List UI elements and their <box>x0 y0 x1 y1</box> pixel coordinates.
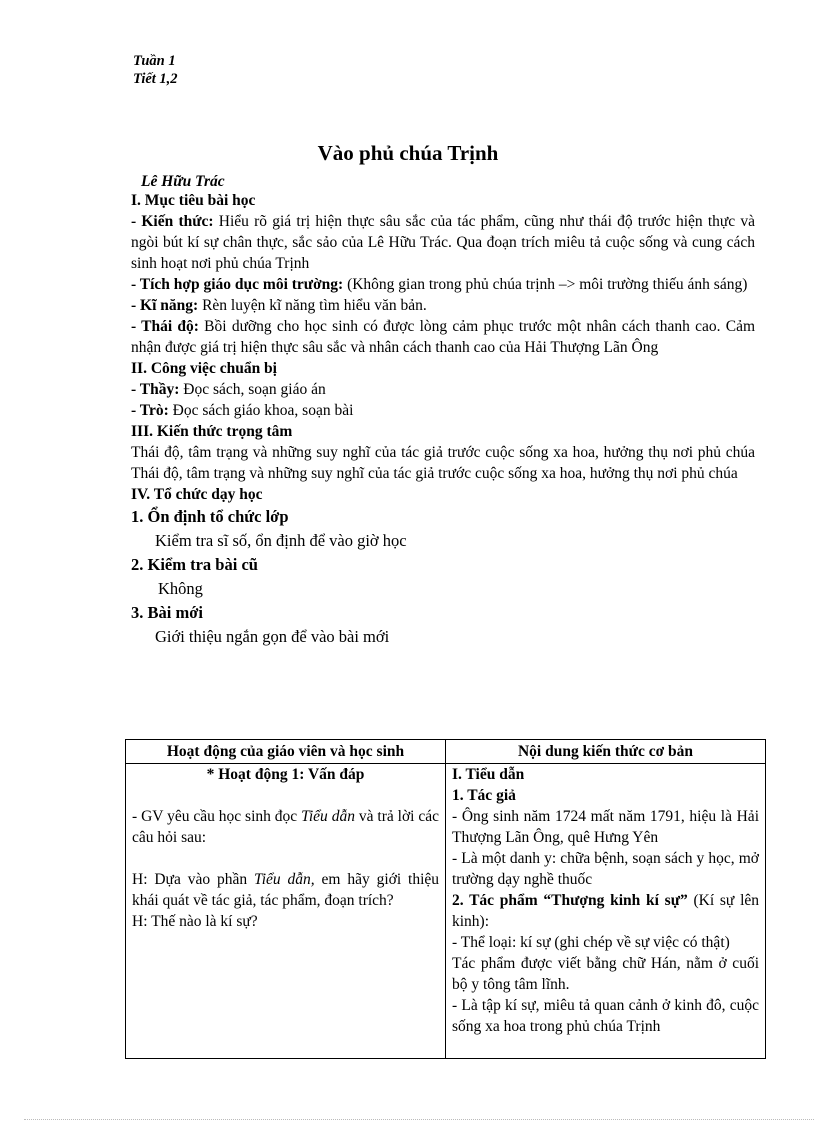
attitude-text: Bồi dưỡng cho học sinh có được lòng cảm phục trước một nhân cách thanh cao. Cảm nhận được giá trị hiện thực sâu sắc và nhân cách thanh cao của Hải Thượng Lãn Ông <box>131 318 756 356</box>
intro-heading: I. Tiểu dẫn <box>452 766 525 783</box>
lesson-meta <box>133 52 178 88</box>
step3-text: Giới thiệu ngắn gọn để vào bài mới <box>155 627 390 646</box>
teacher-label: - Thầy: <box>131 381 180 398</box>
col-content-header: Nội dung kiến thức cơ bản <box>446 740 766 764</box>
teacher-text: Đọc sách, soạn giáo án <box>179 381 326 398</box>
environment-paragraph <box>131 274 755 295</box>
request-text: - GV yêu cầu học sinh đọc <box>132 808 302 825</box>
preparation-heading: II. Công việc chuẩn bị <box>131 360 277 377</box>
step1-heading: 1. Ổn định tổ chức lớp <box>131 507 289 526</box>
work-language: Tác phẩm được viết bằng chữ Hán, nằm ở cuối bộ y tông tâm lĩnh. <box>452 955 759 993</box>
step2-text: Không <box>158 579 203 598</box>
skill-paragraph <box>131 295 755 316</box>
page-title: Vào phủ chúa Trịnh <box>317 141 499 165</box>
knowledge-paragraph <box>131 211 755 274</box>
knowledge-label: - Kiến thức: <box>131 213 214 230</box>
student-label: - Trò: <box>131 402 169 419</box>
step1-text: Kiểm tra sĩ số, ổn định để vào giờ học <box>155 531 407 550</box>
lesson-table <box>125 739 766 1059</box>
question-1-text-end: em hãy giới thiệu khái quát về tác giả, tác phẩm, đoạn trích? <box>132 871 440 909</box>
skill-text: Rèn luyện kĩ năng tìm hiểu văn bản. <box>198 297 427 314</box>
teacher-paragraph <box>131 379 755 400</box>
author-name: Lê Hữu Trác <box>141 173 225 190</box>
question-2: H: Thế nào là kí sự? <box>132 913 258 930</box>
environment-label: - Tích hợp giáo dục môi trường: <box>131 276 344 293</box>
author-subheading: 1. Tác giả <box>452 787 516 804</box>
objectives-heading: I. Mục tiêu bài học <box>131 192 256 209</box>
request-text-end: và trả lời các câu hỏi sau: <box>132 808 439 846</box>
environment-text: (Không gian trong phủ chúa trịnh –> môi trường thiếu ánh sáng) <box>343 276 748 293</box>
teacher-request <box>132 806 439 848</box>
knowledge-text: Hiểu rõ giá trị hiện thực sâu sắc của tác phẩm, cũng như thái độ trước hiện thực và ngòi bút kí sự chân thực, sắc sảo của Lê Hữu Trác. Qua đoạn trích miêu tả cuộc sống và cung cách sinh hoạt nơi phủ chúa Trịnh <box>131 213 756 272</box>
period-label: Tiết 1,2 <box>133 71 178 87</box>
step3-heading: 3. Bài mới <box>131 603 203 622</box>
skill-label: - Kĩ năng: <box>131 297 199 314</box>
content-cell <box>446 764 766 1059</box>
request-emphasis: Tiểu dẫn <box>301 808 355 825</box>
attitude-paragraph <box>131 316 755 358</box>
work-subheading-line <box>452 890 759 932</box>
attitude-label: - Thái độ: <box>131 318 199 335</box>
work-genre: - Thể loại: kí sự (ghi chép về sự việc có thật) <box>452 934 730 951</box>
work-subheading: 2. Tác phẩm “Thượng kinh kí sự” <box>452 892 688 909</box>
work-subheading-rest: (Kí sự lên kinh): <box>452 892 759 930</box>
activity-cell <box>126 764 446 1059</box>
author-info-1: - Ông sinh năm 1724 mất năm 1791, hiệu là Hải Thượng Lãn Ông, quê Hưng Yên <box>452 808 759 846</box>
question-1-text: H: Dựa vào phần <box>132 871 254 888</box>
student-paragraph <box>131 400 755 421</box>
question-1-emphasis: Tiểu dẫn, <box>253 871 315 888</box>
step2-heading: 2. Kiểm tra bài cũ <box>131 555 258 574</box>
question-1 <box>132 869 439 911</box>
col-activity-header: Hoạt động của giáo viên và học sinh <box>126 740 446 764</box>
author-info-2: - Là một danh y: chữa bệnh, soạn sách y học, mở trường dạy nghề thuốc <box>452 850 759 888</box>
focus-heading: III. Kiến thức trọng tâm <box>131 423 293 440</box>
student-text: Đọc sách giáo khoa, soạn bài <box>168 402 354 419</box>
organization-heading: IV. Tổ chức dạy học <box>131 486 263 503</box>
work-content: - Là tập kí sự, miêu tả quan cảnh ở kinh đô, cuộc sống xa hoa trong phủ chúa Trịnh <box>452 997 759 1035</box>
activity-title: * Hoạt động 1: Vấn đáp <box>206 766 365 783</box>
focus-text: Thái độ, tâm trạng và những suy nghĩ của tác giả trước cuộc sống xa hoa, hưởng thụ nơi phủ chúa Thái độ, tâm trạng và những suy nghĩ của tác giả trước cuộc sống xa hoa, hưởng thụ nơi phủ chúa <box>131 444 755 482</box>
week-label: Tuần 1 <box>133 53 176 69</box>
page-bottom-divider <box>24 1119 814 1120</box>
lesson-body <box>131 190 755 649</box>
